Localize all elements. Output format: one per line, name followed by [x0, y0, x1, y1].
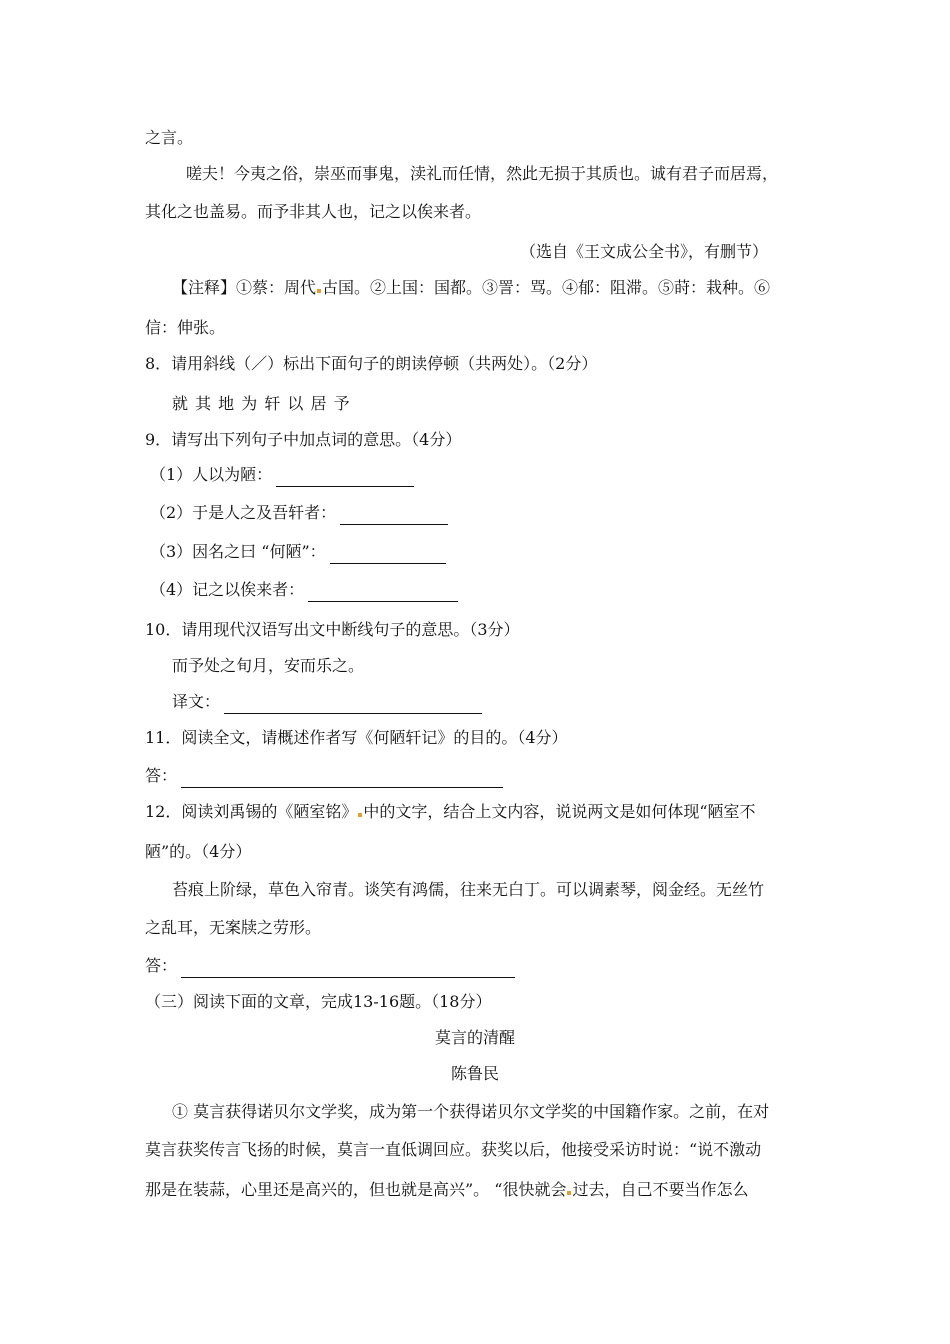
answer-label: 答：: [145, 956, 178, 975]
answer-blank[interactable]: [224, 695, 482, 714]
notes-line: [172, 276, 770, 300]
section-heading: （三）阅读下面的文章，完成13-16题。（18分）: [145, 992, 492, 1011]
answer-blank[interactable]: [181, 959, 515, 978]
answer-blank[interactable]: [308, 583, 458, 602]
item-label: （1）人以为陋：: [150, 465, 273, 484]
passage-line: 其化之也盖易。而予非其人也，记之以俟来者。: [145, 202, 482, 221]
passage-line: 嗟夫！今夷之俗，崇巫而事鬼，渎礼而任情，然此无损于其质也。诚有君子而居焉，: [186, 164, 779, 183]
answer-label: 译文：: [172, 692, 221, 711]
question-9: 9．请写出下列句子中加点词的意思。（4分）: [145, 430, 462, 449]
highlight-mark: [567, 1191, 571, 1195]
source-citation: （选自《王文成公全书》，有删节）: [520, 242, 769, 261]
article-paragraph-line: [145, 1178, 748, 1202]
answer-blank[interactable]: [340, 506, 448, 525]
article-paragraph-line: 莫言获奖传言飞扬的时候，莫言一直低调回应。获奖以后，他接受采访时说：“说不激动: [145, 1140, 762, 1159]
notes-text: 【注释】①蔡：周代: [172, 278, 317, 297]
answer-blank[interactable]: [276, 468, 414, 487]
paragraph-text: 那是在装蒜，心里还是高兴的，但也就是高兴”。 “很快就会: [145, 1180, 567, 1199]
answer-blank[interactable]: [181, 769, 503, 788]
question-11: 11．阅读全文，请概述作者写《何陋轩记》的目的。（4分）: [145, 728, 568, 747]
question-10: 10．请用现代汉语写出文中断线句子的意思。（3分）: [145, 620, 520, 639]
question-9-item: [150, 540, 446, 564]
question-9-item: [150, 463, 414, 487]
notes-line: 信：伸张。: [145, 318, 226, 337]
item-label: （4）记之以俟来者：: [150, 580, 305, 599]
answer-blank[interactable]: [330, 545, 446, 564]
question-10-sentence: 而予处之旬月，安而乐之。: [172, 656, 365, 675]
passage-line: 之言。: [145, 128, 194, 147]
quote-line: 之乱耳，无案牍之劳形。: [145, 918, 322, 937]
question-12-answer: [145, 954, 515, 978]
question-9-item: [150, 578, 458, 602]
question-8: 8．请用斜线（／）标出下面句子的朗读停顿（共两处）。（2分）: [145, 354, 598, 373]
item-label: （3）因名之曰 “何陋”：: [150, 542, 326, 561]
question-11-answer: [145, 764, 503, 788]
question-text: 12．阅读刘禹锡的《陋室铭》: [145, 802, 358, 821]
question-12: 陋”的。（4分）: [145, 842, 252, 861]
article-author: 陈鲁民: [450, 1064, 499, 1083]
question-10-answer: [172, 690, 482, 714]
paragraph-text: 过去，自己不要当作怎么: [572, 1180, 749, 1199]
article-title: 莫言的清醒: [434, 1028, 515, 1047]
question-9-item: [150, 501, 448, 525]
highlight-mark: [358, 813, 362, 817]
article-paragraph-line: ① 莫言获得诺贝尔文学奖，成为第一个获得诺贝尔文学奖的中国籍作家。之前，在对: [172, 1102, 770, 1121]
highlight-mark: [317, 289, 321, 293]
question-text: 中的文字，结合上文内容，说说两文是如何体现“陋室不: [363, 802, 756, 821]
answer-label: 答：: [145, 766, 178, 785]
item-label: （2）于是人之及吾轩者：: [150, 503, 337, 522]
question-12: [145, 800, 756, 824]
notes-text: 古国。②上国：国都。③詈：骂。④郁：阻滞。⑤莳：栽种。⑥: [322, 278, 771, 297]
quote-line: 苔痕上阶绿，草色入帘青。谈笑有鸿儒，往来无白丁。可以调素琴，阅金经。无丝竹: [172, 880, 765, 899]
question-8-sentence: 就 其 地 为 轩 以 居 予: [172, 394, 351, 413]
